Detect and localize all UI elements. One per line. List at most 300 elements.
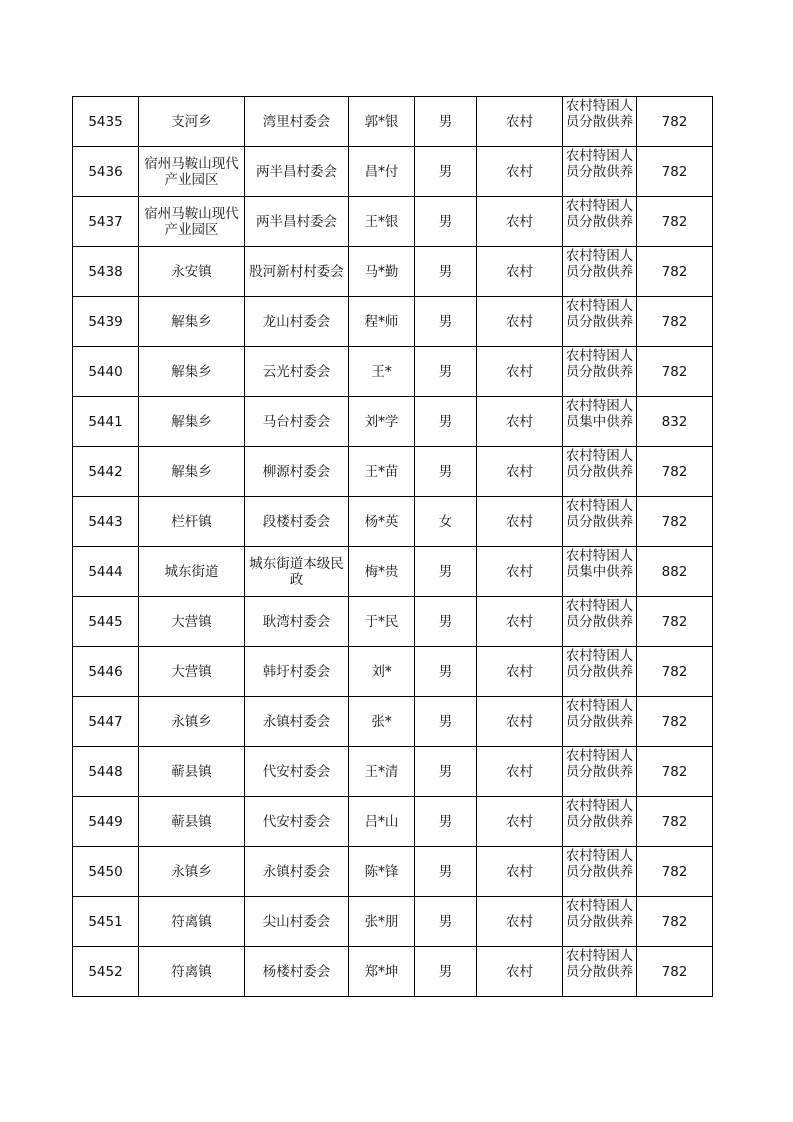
person-name xyxy=(349,747,415,797)
category-cell xyxy=(563,697,637,747)
amount-cell xyxy=(637,397,713,447)
person-name xyxy=(349,947,415,997)
table-row xyxy=(73,197,713,247)
gender-cell xyxy=(415,97,477,147)
table-row xyxy=(73,247,713,297)
amount-cell-text: 782 xyxy=(661,913,688,930)
township-cell-text: 宿州马鞍山现代产业园区 xyxy=(144,155,239,188)
township-cell-text: 城东街道 xyxy=(164,563,219,580)
village-cell xyxy=(245,197,349,247)
village-cell xyxy=(245,597,349,647)
village-cell-text: 马台村委会 xyxy=(262,413,331,430)
amount-cell xyxy=(637,797,713,847)
table-row xyxy=(73,797,713,847)
category-cell-text: 农村特困人员集中供养 xyxy=(565,398,634,430)
township-cell-text: 蕲县镇 xyxy=(171,763,212,780)
township-cell-text: 支河乡 xyxy=(171,113,212,130)
row-number xyxy=(73,297,139,347)
category-cell-text: 农村特困人员分散供养 xyxy=(565,98,634,130)
category-cell xyxy=(563,497,637,547)
area-cell xyxy=(477,847,563,897)
amount-cell xyxy=(637,147,713,197)
row-number xyxy=(73,797,139,847)
amount-cell xyxy=(637,847,713,897)
row-number-text: 5447 xyxy=(88,713,123,730)
person-name xyxy=(349,497,415,547)
category-cell-text: 农村特困人员分散供养 xyxy=(565,298,634,330)
row-number xyxy=(73,347,139,397)
area-cell xyxy=(477,547,563,597)
person-name-text: 郭*银 xyxy=(364,113,399,130)
person-name-text: 刘* xyxy=(371,663,392,680)
village-cell xyxy=(245,447,349,497)
township-cell-text: 解集乡 xyxy=(171,363,212,380)
village-cell xyxy=(245,247,349,297)
table-body xyxy=(73,97,713,997)
row-number-text: 5440 xyxy=(88,363,123,380)
gender-cell-text: 男 xyxy=(438,213,453,230)
township-cell-text: 解集乡 xyxy=(171,413,212,430)
category-cell xyxy=(563,797,637,847)
gender-cell-text: 女 xyxy=(438,513,453,530)
township-cell xyxy=(139,597,245,647)
row-number-text: 5441 xyxy=(88,413,123,430)
township-cell xyxy=(139,497,245,547)
village-cell-text: 龙山村委会 xyxy=(262,313,331,330)
person-name-text: 杨*英 xyxy=(364,513,399,530)
area-cell xyxy=(477,347,563,397)
village-cell xyxy=(245,547,349,597)
person-name-text: 昌*付 xyxy=(364,163,399,180)
village-cell xyxy=(245,497,349,547)
category-cell xyxy=(563,947,637,997)
area-cell-text: 农村 xyxy=(506,613,533,630)
row-number-text: 5436 xyxy=(88,163,123,180)
township-cell-text: 栏杆镇 xyxy=(171,513,212,530)
area-cell-text: 农村 xyxy=(506,113,533,130)
area-cell xyxy=(477,647,563,697)
township-cell xyxy=(139,947,245,997)
gender-cell xyxy=(415,497,477,547)
category-cell xyxy=(563,247,637,297)
amount-cell xyxy=(637,497,713,547)
township-cell-text: 永镇乡 xyxy=(171,863,212,880)
area-cell xyxy=(477,197,563,247)
gender-cell xyxy=(415,247,477,297)
village-cell-text: 柳源村委会 xyxy=(262,463,331,480)
category-cell xyxy=(563,297,637,347)
gender-cell-text: 男 xyxy=(438,163,453,180)
row-number-text: 5450 xyxy=(88,863,123,880)
table-row xyxy=(73,297,713,347)
gender-cell xyxy=(415,697,477,747)
area-cell-text: 农村 xyxy=(506,863,533,880)
table-row xyxy=(73,397,713,447)
area-cell-text: 农村 xyxy=(506,413,533,430)
table-row xyxy=(73,947,713,997)
amount-cell-text: 782 xyxy=(661,163,688,180)
gender-cell xyxy=(415,647,477,697)
village-cell-text: 段楼村委会 xyxy=(262,513,331,530)
category-cell-text: 农村特困人员分散供养 xyxy=(565,948,634,980)
table-row xyxy=(73,547,713,597)
village-cell xyxy=(245,697,349,747)
township-cell xyxy=(139,147,245,197)
area-cell xyxy=(477,497,563,547)
village-cell xyxy=(245,747,349,797)
area-cell xyxy=(477,897,563,947)
person-name xyxy=(349,547,415,597)
area-cell-text: 农村 xyxy=(506,963,533,980)
village-cell-text: 城东街道本级民政 xyxy=(249,555,344,588)
township-cell-text: 永镇乡 xyxy=(171,713,212,730)
village-cell xyxy=(245,347,349,397)
person-name-text: 王*苗 xyxy=(364,463,399,480)
person-name xyxy=(349,147,415,197)
amount-cell xyxy=(637,197,713,247)
category-cell-text: 农村特困人员分散供养 xyxy=(565,648,634,680)
township-cell xyxy=(139,797,245,847)
gender-cell xyxy=(415,447,477,497)
township-cell-text: 符离镇 xyxy=(171,913,212,930)
gender-cell-text: 男 xyxy=(438,813,453,830)
category-cell-text: 农村特困人员分散供养 xyxy=(565,198,634,230)
amount-cell-text: 782 xyxy=(661,663,688,680)
amount-cell-text: 882 xyxy=(661,563,688,580)
table-row xyxy=(73,347,713,397)
gender-cell-text: 男 xyxy=(438,113,453,130)
township-cell xyxy=(139,347,245,397)
amount-cell-text: 782 xyxy=(661,763,688,780)
category-cell xyxy=(563,897,637,947)
row-number xyxy=(73,447,139,497)
amount-cell-text: 782 xyxy=(661,363,688,380)
village-cell-text: 耿湾村委会 xyxy=(262,613,331,630)
row-number xyxy=(73,697,139,747)
township-cell xyxy=(139,897,245,947)
row-number xyxy=(73,397,139,447)
person-name-text: 郑*坤 xyxy=(364,963,399,980)
category-cell xyxy=(563,397,637,447)
row-number xyxy=(73,147,139,197)
row-number xyxy=(73,897,139,947)
amount-cell-text: 782 xyxy=(661,463,688,480)
category-cell-text: 农村特困人员分散供养 xyxy=(565,848,634,880)
row-number xyxy=(73,247,139,297)
person-name-text: 程*师 xyxy=(364,313,399,330)
village-cell xyxy=(245,397,349,447)
area-cell xyxy=(477,697,563,747)
area-cell-text: 农村 xyxy=(506,513,533,530)
village-cell xyxy=(245,947,349,997)
person-name xyxy=(349,847,415,897)
village-cell-text: 永镇村委会 xyxy=(262,863,331,880)
area-cell-text: 农村 xyxy=(506,313,533,330)
amount-cell-text: 782 xyxy=(661,613,688,630)
township-cell xyxy=(139,197,245,247)
amount-cell xyxy=(637,97,713,147)
person-name-text: 吕*山 xyxy=(364,813,399,830)
person-name xyxy=(349,397,415,447)
category-cell xyxy=(563,447,637,497)
category-cell xyxy=(563,147,637,197)
row-number-text: 5435 xyxy=(88,113,123,130)
township-cell xyxy=(139,697,245,747)
amount-cell-text: 782 xyxy=(661,813,688,830)
village-cell xyxy=(245,647,349,697)
person-name-text: 张*朋 xyxy=(364,913,399,930)
category-cell xyxy=(563,347,637,397)
gender-cell xyxy=(415,197,477,247)
category-cell xyxy=(563,647,637,697)
village-cell xyxy=(245,147,349,197)
township-cell-text: 大营镇 xyxy=(171,613,212,630)
township-cell xyxy=(139,397,245,447)
area-cell xyxy=(477,397,563,447)
row-number xyxy=(73,547,139,597)
gender-cell-text: 男 xyxy=(438,663,453,680)
gender-cell-text: 男 xyxy=(438,363,453,380)
amount-cell-text: 782 xyxy=(661,213,688,230)
person-name-text: 梅*贵 xyxy=(364,563,399,580)
amount-cell-text: 782 xyxy=(661,713,688,730)
person-name xyxy=(349,897,415,947)
village-cell-text: 尖山村委会 xyxy=(262,913,331,930)
area-cell xyxy=(477,947,563,997)
gender-cell-text: 男 xyxy=(438,263,453,280)
township-cell xyxy=(139,547,245,597)
gender-cell xyxy=(415,397,477,447)
gender-cell xyxy=(415,347,477,397)
row-number xyxy=(73,597,139,647)
table-row xyxy=(73,597,713,647)
amount-cell xyxy=(637,297,713,347)
gender-cell-text: 男 xyxy=(438,963,453,980)
gender-cell xyxy=(415,547,477,597)
category-cell-text: 农村特困人员分散供养 xyxy=(565,598,634,630)
village-cell-text: 两半昌村委会 xyxy=(256,213,337,230)
gender-cell xyxy=(415,747,477,797)
township-cell-text: 永安镇 xyxy=(171,263,212,280)
gender-cell-text: 男 xyxy=(438,413,453,430)
gender-cell xyxy=(415,597,477,647)
person-name xyxy=(349,797,415,847)
row-number-text: 5444 xyxy=(88,563,123,580)
person-name-text: 王*清 xyxy=(364,763,399,780)
area-cell-text: 农村 xyxy=(506,813,533,830)
person-name xyxy=(349,597,415,647)
row-number-text: 5446 xyxy=(88,663,123,680)
gender-cell-text: 男 xyxy=(438,763,453,780)
gender-cell xyxy=(415,897,477,947)
category-cell-text: 农村特困人员集中供养 xyxy=(565,548,634,580)
amount-cell xyxy=(637,447,713,497)
township-cell xyxy=(139,97,245,147)
category-cell xyxy=(563,597,637,647)
amount-cell-text: 782 xyxy=(661,513,688,530)
person-name-text: 陈*锋 xyxy=(364,863,399,880)
village-cell-text: 云光村委会 xyxy=(262,363,331,380)
row-number xyxy=(73,647,139,697)
person-name xyxy=(349,247,415,297)
person-name xyxy=(349,697,415,747)
category-cell xyxy=(563,847,637,897)
category-cell-text: 农村特困人员分散供养 xyxy=(565,698,634,730)
gender-cell-text: 男 xyxy=(438,563,453,580)
area-cell-text: 农村 xyxy=(506,763,533,780)
row-number xyxy=(73,497,139,547)
person-name xyxy=(349,97,415,147)
row-number-text: 5449 xyxy=(88,813,123,830)
table-row xyxy=(73,697,713,747)
gender-cell-text: 男 xyxy=(438,713,453,730)
gender-cell-text: 男 xyxy=(438,863,453,880)
township-cell xyxy=(139,297,245,347)
gender-cell-text: 男 xyxy=(438,913,453,930)
village-cell-text: 股河新村村委会 xyxy=(249,263,344,280)
category-cell xyxy=(563,97,637,147)
area-cell-text: 农村 xyxy=(506,913,533,930)
row-number xyxy=(73,747,139,797)
person-name xyxy=(349,647,415,697)
township-cell xyxy=(139,647,245,697)
table-row xyxy=(73,497,713,547)
area-cell-text: 农村 xyxy=(506,563,533,580)
amount-cell xyxy=(637,347,713,397)
township-cell-text: 符离镇 xyxy=(171,963,212,980)
area-cell-text: 农村 xyxy=(506,463,533,480)
area-cell-text: 农村 xyxy=(506,713,533,730)
category-cell-text: 农村特困人员分散供养 xyxy=(565,798,634,830)
category-cell xyxy=(563,747,637,797)
row-number xyxy=(73,847,139,897)
person-name-text: 王*银 xyxy=(364,213,399,230)
area-cell-text: 农村 xyxy=(506,163,533,180)
table-row xyxy=(73,747,713,797)
area-cell xyxy=(477,747,563,797)
person-name-text: 于*民 xyxy=(364,613,399,630)
area-cell xyxy=(477,247,563,297)
gender-cell xyxy=(415,847,477,897)
gender-cell xyxy=(415,947,477,997)
amount-cell xyxy=(637,897,713,947)
row-number-text: 5451 xyxy=(88,913,123,930)
amount-cell-text: 782 xyxy=(661,963,688,980)
village-cell-text: 两半昌村委会 xyxy=(256,163,337,180)
category-cell xyxy=(563,197,637,247)
village-cell xyxy=(245,97,349,147)
person-name xyxy=(349,347,415,397)
category-cell-text: 农村特困人员分散供养 xyxy=(565,148,634,180)
gender-cell-text: 男 xyxy=(438,463,453,480)
village-cell-text: 代安村委会 xyxy=(262,763,331,780)
township-cell xyxy=(139,747,245,797)
village-cell xyxy=(245,297,349,347)
category-cell-text: 农村特困人员分散供养 xyxy=(565,498,634,530)
area-cell-text: 农村 xyxy=(506,663,533,680)
row-number-text: 5437 xyxy=(88,213,123,230)
township-cell-text: 大营镇 xyxy=(171,663,212,680)
person-name xyxy=(349,447,415,497)
row-number-text: 5452 xyxy=(88,963,123,980)
amount-cell-text: 782 xyxy=(661,113,688,130)
row-number-text: 5443 xyxy=(88,513,123,530)
records-table xyxy=(72,96,713,997)
category-cell xyxy=(563,547,637,597)
area-cell xyxy=(477,297,563,347)
township-cell xyxy=(139,847,245,897)
amount-cell-text: 782 xyxy=(661,263,688,280)
area-cell xyxy=(477,147,563,197)
category-cell-text: 农村特困人员分散供养 xyxy=(565,898,634,930)
township-cell xyxy=(139,447,245,497)
township-cell-text: 解集乡 xyxy=(171,313,212,330)
village-cell-text: 杨楼村委会 xyxy=(262,963,331,980)
gender-cell-text: 男 xyxy=(438,613,453,630)
row-number xyxy=(73,197,139,247)
amount-cell xyxy=(637,547,713,597)
table-row xyxy=(73,97,713,147)
category-cell-text: 农村特困人员分散供养 xyxy=(565,748,634,780)
person-name-text: 张* xyxy=(371,713,392,730)
table-row xyxy=(73,847,713,897)
township-cell-text: 解集乡 xyxy=(171,463,212,480)
area-cell-text: 农村 xyxy=(506,263,533,280)
village-cell-text: 湾里村委会 xyxy=(262,113,331,130)
row-number xyxy=(73,947,139,997)
township-cell xyxy=(139,247,245,297)
table-row xyxy=(73,897,713,947)
village-cell-text: 韩圩村委会 xyxy=(262,663,331,680)
amount-cell xyxy=(637,947,713,997)
area-cell xyxy=(477,597,563,647)
village-cell xyxy=(245,797,349,847)
person-name-text: 刘*学 xyxy=(364,413,399,430)
row-number-text: 5448 xyxy=(88,763,123,780)
village-cell xyxy=(245,847,349,897)
row-number-text: 5445 xyxy=(88,613,123,630)
person-name xyxy=(349,197,415,247)
gender-cell-text: 男 xyxy=(438,313,453,330)
village-cell xyxy=(245,897,349,947)
category-cell-text: 农村特困人员分散供养 xyxy=(565,248,634,280)
person-name-text: 马*勤 xyxy=(364,263,399,280)
row-number-text: 5442 xyxy=(88,463,123,480)
row-number-text: 5439 xyxy=(88,313,123,330)
table-row xyxy=(73,647,713,697)
gender-cell xyxy=(415,797,477,847)
amount-cell-text: 782 xyxy=(661,863,688,880)
gender-cell xyxy=(415,297,477,347)
person-name-text: 王* xyxy=(371,363,392,380)
amount-cell xyxy=(637,697,713,747)
village-cell-text: 永镇村委会 xyxy=(262,713,331,730)
row-number xyxy=(73,97,139,147)
amount-cell xyxy=(637,647,713,697)
amount-cell xyxy=(637,597,713,647)
gender-cell xyxy=(415,147,477,197)
person-name xyxy=(349,297,415,347)
area-cell xyxy=(477,97,563,147)
area-cell xyxy=(477,797,563,847)
category-cell-text: 农村特困人员分散供养 xyxy=(565,448,634,480)
village-cell-text: 代安村委会 xyxy=(262,813,331,830)
amount-cell-text: 832 xyxy=(661,413,688,430)
area-cell-text: 农村 xyxy=(506,213,533,230)
amount-cell-text: 782 xyxy=(661,313,688,330)
table-row xyxy=(73,147,713,197)
township-cell-text: 宿州马鞍山现代产业园区 xyxy=(144,205,239,238)
